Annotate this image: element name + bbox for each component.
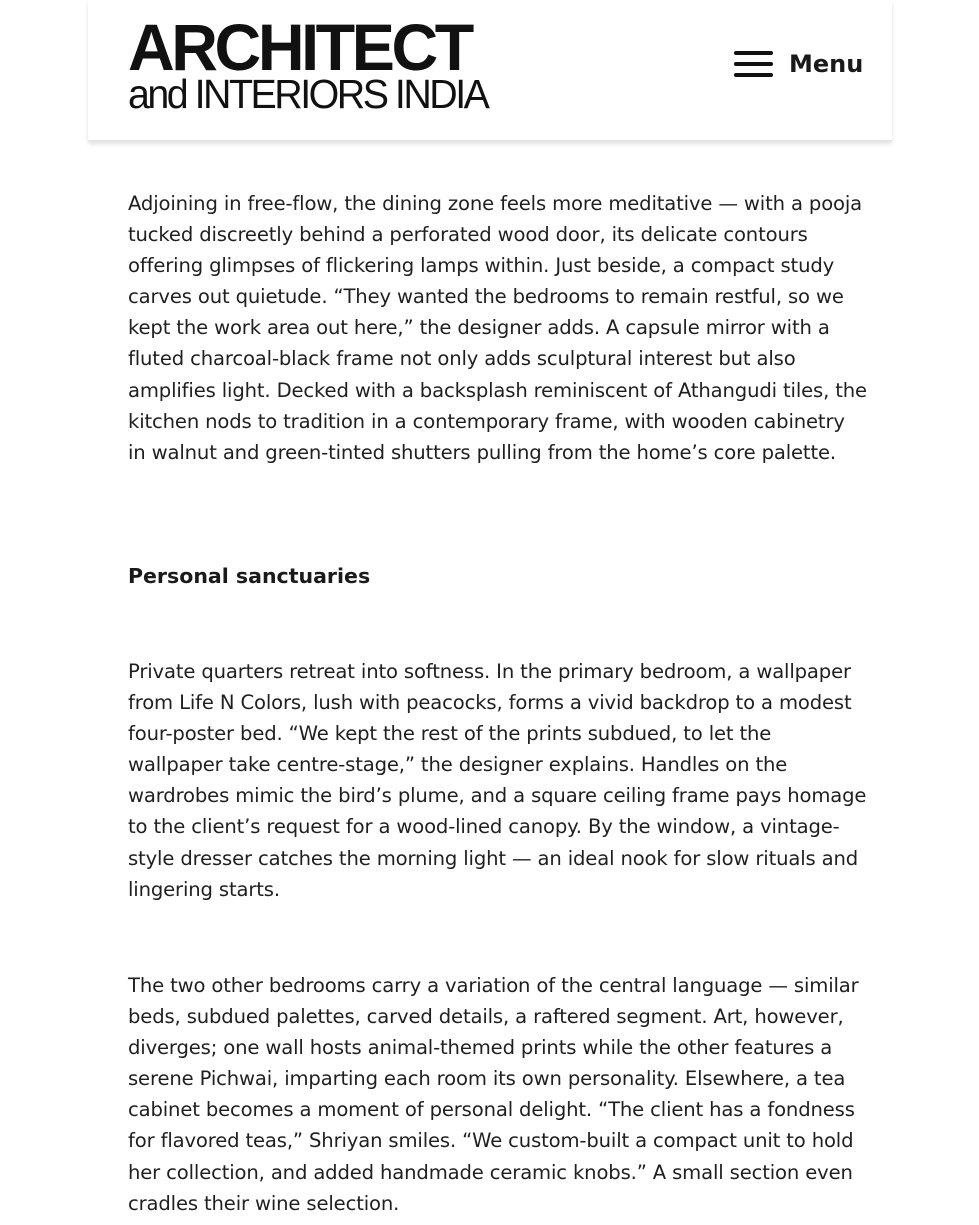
section-heading: Personal sanctuaries [128,564,371,588]
site-logo[interactable] [128,10,493,117]
article-paragraph: Private quarters retreat into softness. In the primary bedroom, a wallpaper from Life N Colors, lush with peacocks, forms a vivid backdrop to a modest four-poster bed. “We kept the rest of the prints subdued, to let the wallpaper take centre-stage,” the designer explains. Handles on the wardrobes mimic the bird’s plume, and a square ceiling frame pays homage to the client’s request for a wood-lined canopy. By the window, a vintage-style dresser catches the morning light — an ideal nook for slow rituals and lingering starts. [128,660,867,901]
logo-subtitle: and INTERIORS INDIA [128,71,488,117]
hamburger-icon [734,51,773,77]
menu-label: Menu [789,50,864,78]
menu-button[interactable] [734,44,863,84]
article-paragraph: Adjoining in free-flow, the dining zone feels more meditative — with a pooja tucked discreetly behind a perforated wood door, its delicate contours offering glimpses of flickering lamps within. Just beside, a compact study carves out quietude. “They wanted the bedrooms to remain restful, so we kept the work area out here,” the designer adds. A capsule mirror with a fluted charcoal-black frame not only adds sculptural interest but also amplifies light. Decked with a backsplash reminiscent of Athangudi tiles, the kitchen nods to tradition in a contemporary frame, with wooden cabinetry in walnut and green-tinted shutters pulling from the home’s core palette. [128,192,867,464]
article-paragraph: The two other bedrooms carry a variation of the central language — similar beds, subdued palettes, carved details, a raftered segment. Art, however, diverges; one wall hosts animal-themed prints while the other features a serene Pichwai, imparting each room its own personality. Elsewhere, a tea cabinet becomes a moment of personal delight. “The client has a fondness for flavored teas,” Shriyan smiles. “We custom-built a compact unit to hold her collection, and added handmade ceramic knobs.” A small section even cradles their wine selection. [128,974,859,1215]
site-header [88,0,892,141]
logo-title: ARCHITECT [128,10,471,84]
